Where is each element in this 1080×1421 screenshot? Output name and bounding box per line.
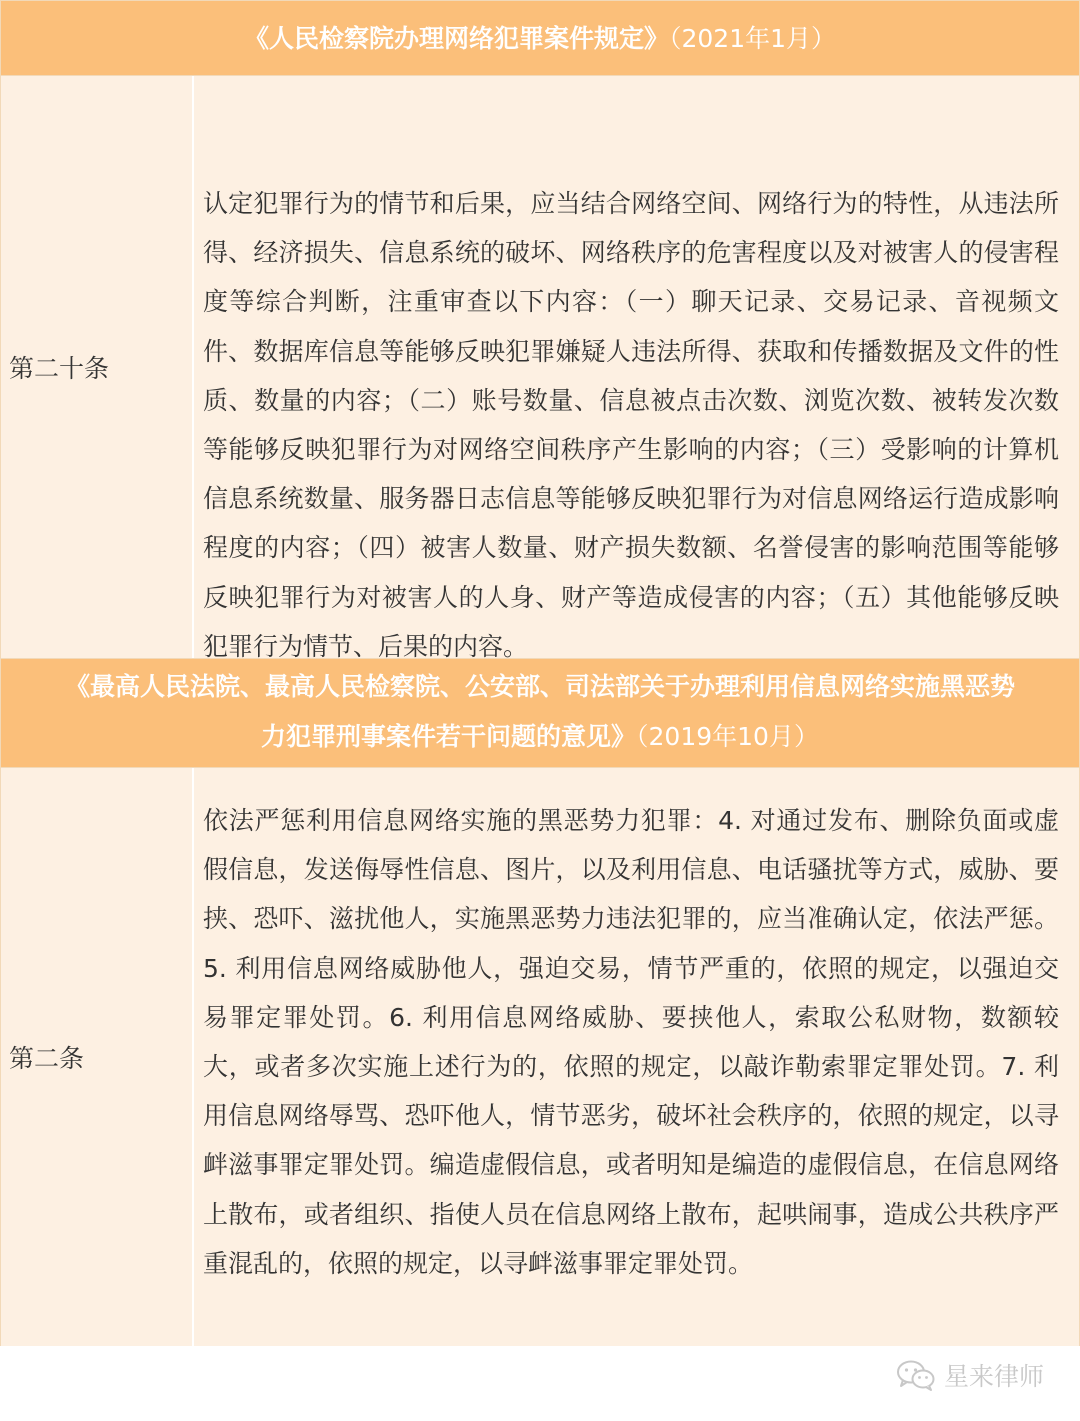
section-header-1 [0, 0, 1080, 76]
section-title-2-line1: 《最高人民法院、最高人民检察院、公安部、司法部关于办理利用信息网络实施黑恶势 [64, 672, 1015, 701]
section-title-1: 《人民检察院办理网络犯罪案件规定》 [243, 24, 669, 53]
watermark [896, 1355, 1044, 1395]
article-label-2 [1, 768, 194, 1346]
wechat-icon [896, 1359, 936, 1391]
article-content-2: 依法严惩利用信息网络实施的黑恶势力犯罪：4. 对通过发布、删除负面或虚假信息，发送侮辱性信息、图片，以及利用信息、电话骚扰等方式，威胁、要挟、恐吓、滋扰他人，实施黑恶势力违法犯罪的，应当准确认定，依法严惩。5. 利用信息网络威胁他人，强迫交易，情节严重的，依照的规定，以强迫交易罪定罪处罚。6. 利用信息网络威胁、要挟他人，索取公私财物，数额较大，或者多次实施上述行为的，依照的规定，以敲诈勒索罪定罪处罚。7. 利用信息网络辱骂、恐吓他人，情节恶劣，破坏社会秩序的，依照的规定，以寻衅滋事罪定罪处罚。编造虚假信息，或者明知是编造的虚假信息，在信息网络上散布，或者组织、指使人员在信息网络上散布，起哄闹事，造成公共秩序严重混乱的，依照的规定，以寻衅滋事罪定罪处罚。 [203, 806, 1059, 1278]
section-body-1 [0, 76, 1080, 661]
article-content-1: 认定犯罪行为的情节和后果，应当结合网络空间、网络行为的特性，从违法所得、经济损失、信息系统的破坏、网络秩序的危害程度以及对被害人的侵害程度等综合判断，注重审查以下内容：（一）聊天记录、交易记录、音视频文件、数据库信息等能够反映犯罪嫌疑人违法所得、获取和传播数据及文件的性质、数量的内容；（二）账号数量、信息被点击次数、浏览次数、被转发次数等能够反映犯罪行为对网络空间秩序产生影响的内容；（三）受影响的计算机信息系统数量、服务器日志信息等能够反映犯罪行为对信息网络运行造成影响程度的内容；（四）被害人数量、财产损失数额、名誉侵害的影响范围等能够反映犯罪行为对被害人的人身、财产等造成侵害的内容；（五）其他能够反映犯罪行为情节、后果的内容。 [203, 189, 1059, 661]
article-label-1 [1, 76, 194, 658]
section-title-2-line2-wrap [1, 712, 1079, 762]
watermark-text: 星来律师 [943, 1362, 1044, 1391]
section-title-2-line2: 力犯罪刑事案件若干问题的意见》 [261, 722, 637, 751]
section-date-2: （2019年10月） [636, 722, 819, 751]
section-date-1: （2021年1月） [668, 24, 837, 53]
article-number: 第二十条 [9, 354, 110, 383]
section-header-2 [0, 658, 1080, 768]
article-number: 第二条 [9, 1044, 85, 1073]
section-body-2 [0, 768, 1080, 1346]
